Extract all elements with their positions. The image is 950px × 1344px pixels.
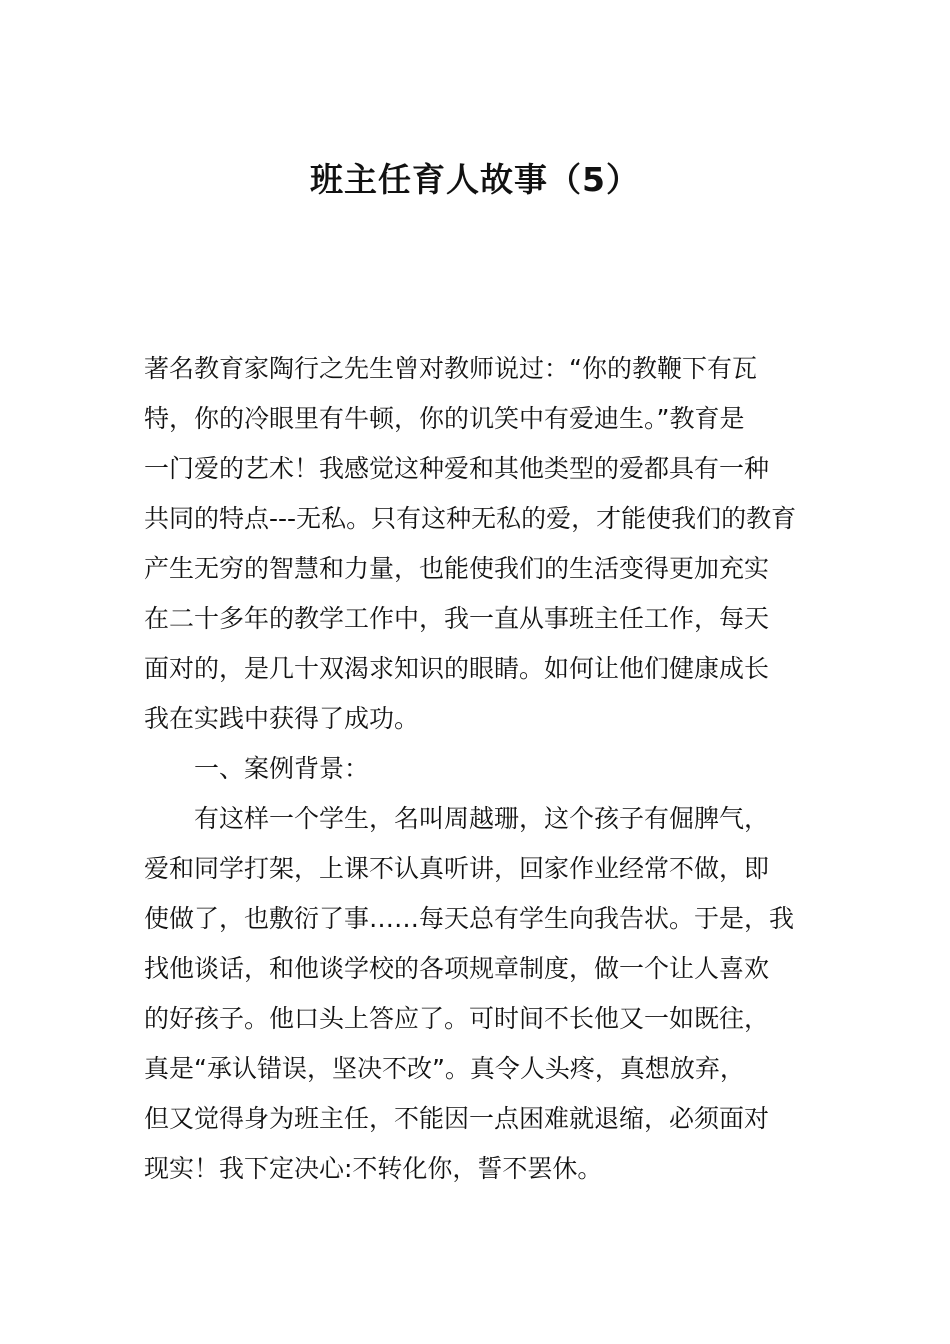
text-line: 在二十多年的教学工作中，我一直从事班主任工作，每天 bbox=[144, 604, 770, 633]
document-body bbox=[144, 344, 806, 1194]
text-line: 爱和同学打架，上课不认真听讲，回家作业经常不做，即 bbox=[144, 854, 770, 883]
text-line: 找他谈话，和他谈学校的各项规章制度，做一个让人喜欢 bbox=[144, 954, 770, 983]
text-line: 一门爱的艺术！我感觉这种爱和其他类型的爱都具有一种 bbox=[144, 454, 770, 483]
text-line: 有这样一个学生，名叫周越珊，这个孩子有倔脾气， bbox=[194, 804, 770, 833]
section-heading: 一、案例背景： bbox=[194, 754, 370, 783]
document-title: 班主任育人故事（5） bbox=[310, 160, 640, 199]
text-line: 特，你的冷眼里有牛顿，你的讥笑中有爱迪生。”教育是 bbox=[144, 404, 745, 433]
text-line: 的好孩子。他口头上答应了。可时间不长他又一如既往， bbox=[144, 1004, 770, 1033]
text-line: 著名教育家陶行之先生曾对教师说过：“你的教鞭下有瓦 bbox=[144, 354, 757, 383]
text-line: 产生无穷的智慧和力量，也能使我们的生活变得更加充实 bbox=[144, 554, 770, 583]
text-line: 共同的特点---无私。只有这种无私的爱，才能使我们的教育 bbox=[144, 504, 797, 533]
text-line: 面对的，是几十双渴求知识的眼睛。如何让他们健康成长 bbox=[144, 654, 770, 683]
text-line: 现实！我下定决心:不转化你，誓不罢休。 bbox=[144, 1154, 603, 1183]
text-line: 但又觉得身为班主任，不能因一点困难就退缩，必须面对 bbox=[144, 1104, 770, 1133]
text-line: 我在实践中获得了成功。 bbox=[144, 704, 420, 733]
text-line: 使做了，也敷衍了事……每天总有学生向我告状。于是，我 bbox=[144, 904, 795, 933]
text-line: 真是“承认错误，坚决不改”。真令人头疼，真想放弃， bbox=[144, 1054, 745, 1083]
